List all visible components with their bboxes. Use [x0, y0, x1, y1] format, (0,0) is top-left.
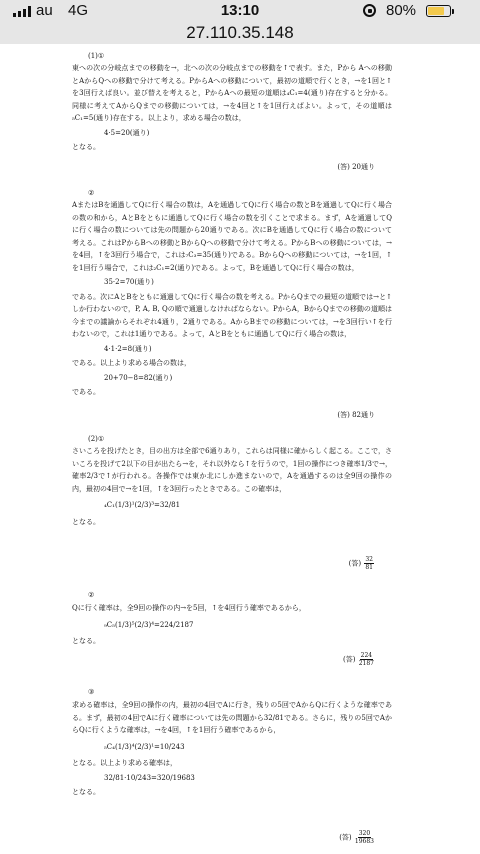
numerator: 320 — [358, 830, 371, 837]
answer-fraction — [364, 556, 374, 571]
equation: 4·1·2=8(通り) — [104, 344, 152, 353]
answer: (答) 20通り — [337, 163, 375, 171]
denominator: 81 — [365, 564, 373, 571]
orientation-lock-icon — [363, 4, 376, 17]
closing-text: である。 — [72, 388, 100, 396]
solution-2-3 — [72, 699, 392, 799]
solution-1-1 — [72, 62, 392, 154]
equation: 4·5=20(通り) — [104, 128, 150, 137]
answer-label: (答) — [348, 559, 362, 568]
solution-1-2 — [72, 199, 392, 399]
solution-2-1 — [72, 445, 392, 528]
denominator: 19683 — [354, 838, 374, 845]
carrier-label: au — [36, 2, 53, 19]
battery-percentage: 80% — [386, 2, 417, 19]
closing-text: となる。 — [72, 143, 100, 151]
denominator: 2187 — [358, 660, 374, 667]
equation: 20+70−8=82(通り) — [104, 373, 173, 382]
network-type: 4G — [68, 2, 89, 19]
paragraph: である。次にAとBをともに通過してQに行く場合の数を考える。PからQまでの最短の道順では→と↑しか行わないので，P, A, B, Qの順で通過しなければならない。PからA，BからQまでの移動の道順は今までの議論からそれぞれ4通り，2通りである。AからBまでの移動については，→を3回行い↑を行わないので，これは1通りである。よって，AとBをともに通過してQに行く場合の数は， — [72, 292, 392, 338]
paragraph: Qに行く確率は，全9回の操作の内→を5回，↑を4回行う確率であるから， — [72, 604, 306, 612]
section-heading: ③ — [88, 688, 95, 696]
status-time: 13:10 — [220, 2, 260, 19]
section-heading: (2)① — [88, 435, 105, 443]
answer-fraction — [359, 652, 374, 667]
document-page — [0, 44, 480, 854]
answer: (答) 82通り — [337, 411, 375, 419]
paragraph: さいころを投げたとき，目の出方は全部で6通りあり，これらは同様に確からしく起こる。ここで，さいころを投げて2以下の目が出たら→を，それ以外なら↑を行うので，1回の操作につき確率1/3で→，確率2/3で↑が行われる。各操作では東か北にしか進まないので，Aを通過するのは全9回の操作の内，最初の4回で→を1回，↑を3回行ったときである。この確率は， — [72, 447, 392, 493]
closing-text: となる。 — [72, 517, 100, 526]
closing-text: となる。 — [72, 788, 100, 796]
answer — [339, 830, 375, 845]
solution-2-2 — [72, 602, 392, 648]
answer — [343, 652, 375, 667]
section-heading: (1)① — [88, 52, 105, 60]
numerator: 32 — [365, 556, 373, 563]
closing-text: となる。 — [72, 637, 100, 645]
paragraph: 東への次の分岐点までの移動を→，北への次の分岐点までの移動を↑で表す。また，Pから Aへの移動とAからQへの移動で分けて考える。PからAへの移動について，最初の道順で行くとき，→を1回と↑を3回行えば良い。並び替えを考えると，PからAへの最短の道順は₄C₁=4(通り)存在すると分かる。同様に考えてAからQまでの移動については，→を4回と↑を1回行えばよい。よって，その道順は₅C₁=5(通り)存在する。以上より，求める場合の数は， — [72, 64, 392, 122]
browser-header — [0, 0, 480, 44]
address-bar-url[interactable]: 27.110.35.148 — [186, 23, 294, 42]
probability-formula: ₄C₁(1/3)¹(2/3)³=32/81 — [104, 501, 181, 509]
battery-icon — [426, 5, 451, 17]
answer — [349, 556, 375, 571]
numerator: 224 — [360, 652, 373, 659]
paragraph: となる。以上より求める確率は， — [72, 759, 177, 767]
battery-nub — [452, 9, 454, 14]
answer-fraction — [355, 830, 374, 845]
probability-formula: ₅C₄(1/3)⁴(2/3)¹=10/243 — [104, 742, 185, 751]
paragraph: AまたはBを通過してQに行く場合の数は，Aを通過してQに行く場合の数とBを通過してQに行く場合の数の和から，AとBをともに通過してQに行く場合の数を引くことで求まる。まず，Aを通過してQに行く場合の数については先の問題から20通りである。次にBを通過してQに行く場合の数について考える。これはPからBへの移動とBからQへの移動で分けて考える。PからBへの移動については，→を4回，↑を3回行う場合で，これは₇C₃=35(通り)である。BからQへの移動については，→を1回，↑を1回行う場合で，これは₂C₁=2(通り)である。よって，Bを通過してQに行く場合の数は， — [72, 201, 392, 272]
probability-formula: ₉C₅(1/3)⁵(2/3)⁴=224/2187 — [104, 620, 194, 629]
section-heading: ② — [88, 189, 95, 197]
paragraph: である。以上より求める場合の数は， — [72, 359, 191, 367]
status-bar — [0, 0, 480, 22]
section-heading: ② — [88, 591, 95, 599]
answer-label: (答) — [339, 833, 352, 842]
equation: 35·2=70(通り) — [104, 278, 154, 286]
answer-label: (答) — [343, 655, 356, 664]
paragraph: 求める確率は，全9回の操作の内，最初の4回でAに行き，残りの5回でAからQに行くような確率である。まず，最初の4回でAに行く確率については先の問題から32/81である。さらに，残りの5回でAからQに行くような確率は，→を4回，↑を1回行う確率であるから， — [72, 701, 392, 734]
equation: 32/81·10/243=320/19683 — [104, 773, 195, 782]
